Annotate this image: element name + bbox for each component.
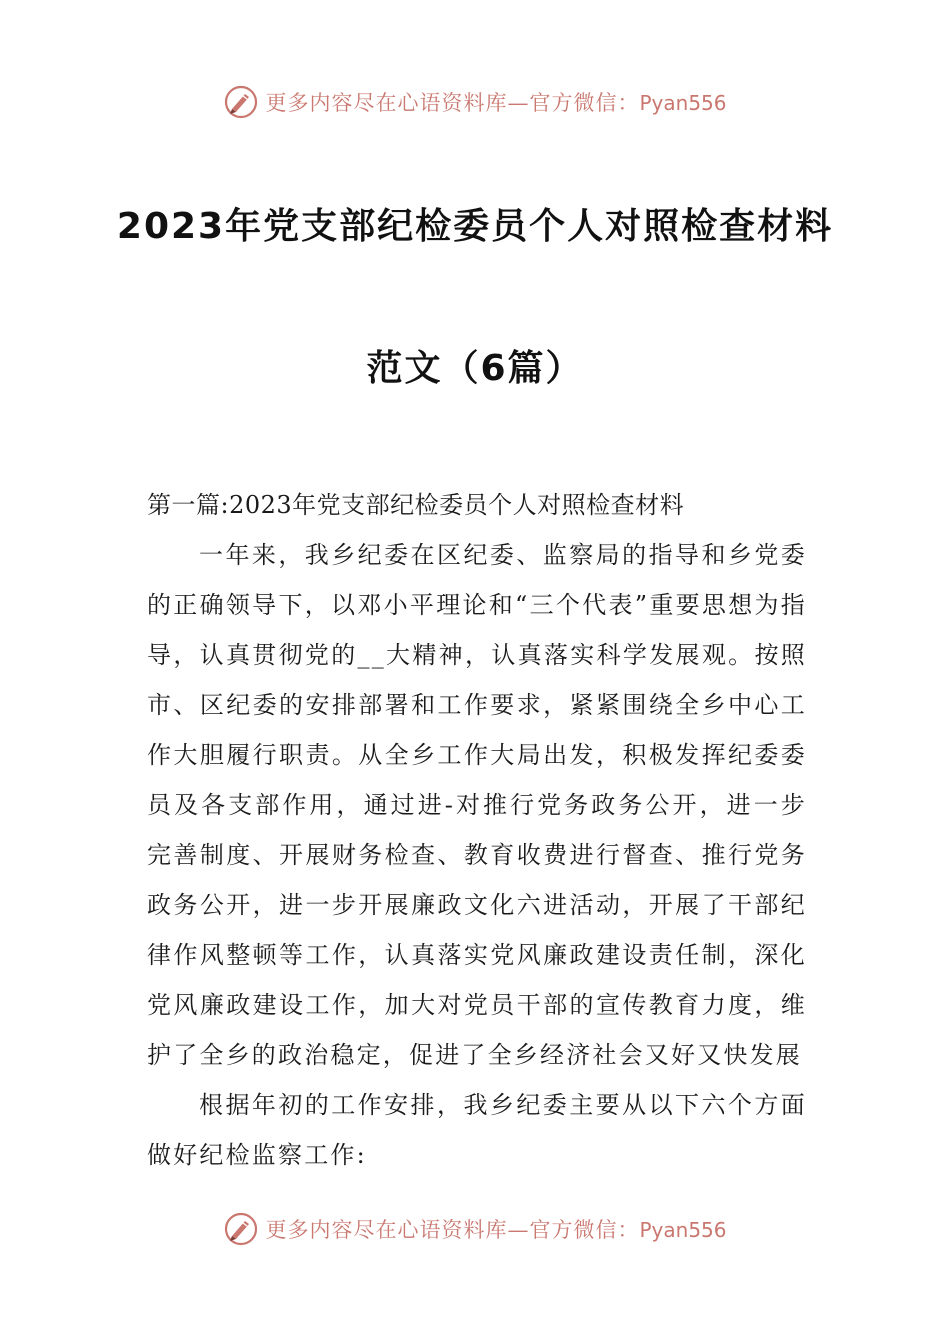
footer-banner-text: 更多内容尽在心语资料库—官方微信：Pyan556 (265, 1218, 727, 1242)
paragraph-1: 一年来，我乡纪委在区纪委、监察局的指导和乡党委的正确领导下，以邓小平理论和“三个代表”重要思想为指导，认真贯彻党的__大精神，认真落实科学发展观。按照市、区纪委的安排部署和工作要求，紧紧围绕全乡中心工作大胆履行职责。从全乡工作大局出发，积极发挥纪委委员及各支部作用，通过进-对推行党务政务公开，进一步完善制度、开展财务检查、教育收费进行督查、推行党务政务公开，进一步开展廉政文化六进活动，开展了干部纪律作风整顿等工作，认真落实党风廉政建设责任制，深化党风廉政建设工作，加大对党员干部的宣传教育力度，维护了全乡的政治稳定，促进了全乡经济社会又好又快发展 (147, 541, 807, 1069)
header-banner-text: 更多内容尽在心语资料库—官方微信：Pyan556 (265, 91, 727, 115)
document-title-line-1: 2023年党支部纪检委员个人对照检查材料 (116, 206, 834, 247)
footer-banner (0, 1209, 950, 1249)
section-heading: 第一篇:2023年党支部纪检委员个人对照检查材料 (147, 491, 685, 519)
pen-logo-icon (223, 1211, 259, 1247)
document-title-line-2: 范文（6篇） (366, 348, 584, 389)
document-body (147, 480, 807, 1180)
paragraph-2: 根据年初的工作安排，我乡纪委主要从以下六个方面做好纪检监察工作: (147, 1091, 807, 1169)
pen-logo-icon (223, 84, 259, 120)
header-banner (0, 82, 950, 122)
